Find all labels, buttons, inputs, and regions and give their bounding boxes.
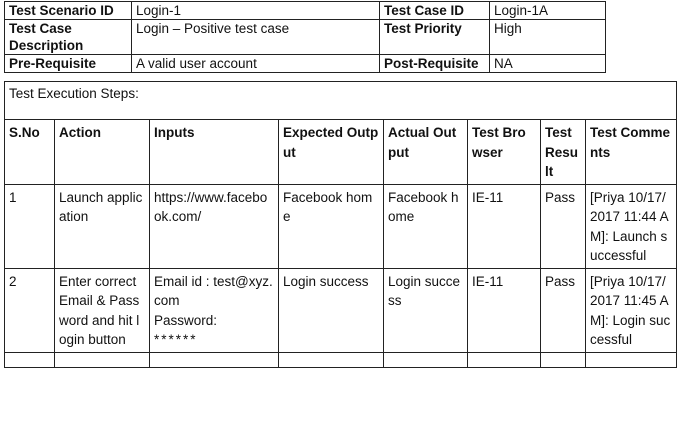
empty-cell [279, 352, 384, 367]
row-inputs-password-label: Password: [154, 312, 218, 328]
postreq-label: Post-Requisite [380, 55, 490, 73]
header-blank-cell [606, 20, 677, 55]
row-sno: 1 [5, 184, 55, 268]
table-row [5, 184, 677, 268]
row-inputs [150, 268, 279, 352]
prereq-value: A valid user account [132, 55, 380, 73]
empty-cell [150, 352, 279, 367]
header-blank-cell [606, 55, 677, 73]
empty-cell [468, 352, 541, 367]
column-header-inputs: Inputs [150, 120, 279, 185]
row-test-comments: [Priya 10/17/2017 11:44 AM]: Launch successful [586, 184, 677, 268]
priority-label: Test Priority [380, 20, 490, 55]
empty-cell [5, 352, 55, 367]
row-expected-output: Facebook home [279, 184, 384, 268]
row-action: Launch application [55, 184, 150, 268]
row-test-result: Pass [541, 268, 586, 352]
header-row-description [5, 20, 677, 55]
execution-steps-title-row [5, 82, 677, 120]
row-inputs: https://www.facebook.com/ [150, 184, 279, 268]
row-inputs-password-value: ****** [154, 332, 198, 347]
priority-value: High [490, 20, 606, 55]
steps-header-row [5, 120, 677, 185]
header-row-requisites [5, 55, 677, 73]
execution-steps-title: Test Execution Steps: [5, 82, 677, 120]
column-header-expected-output: Expected Output [279, 120, 384, 185]
row-test-comments: [Priya 10/17/2017 11:45 AM]: Login successful [586, 268, 677, 352]
case-id-label: Test Case ID [380, 2, 490, 20]
column-header-sno: S.No [5, 120, 55, 185]
description-label: Test Case Description [5, 20, 132, 55]
scenario-id-value: Login-1 [132, 2, 380, 20]
postreq-value: NA [490, 55, 606, 73]
row-test-result: Pass [541, 184, 586, 268]
table-row-empty [5, 352, 677, 367]
empty-cell [541, 352, 586, 367]
header-row-scenario [5, 2, 677, 20]
row-test-browser: IE-11 [468, 184, 541, 268]
row-actual-output: Login success [384, 268, 468, 352]
row-inputs-email: Email id : test@xyz.com [154, 273, 273, 308]
description-value: Login – Positive test case [132, 20, 380, 55]
row-expected-output: Login success [279, 268, 384, 352]
case-id-value: Login-1A [490, 2, 606, 20]
column-header-test-comments: Test Comments [586, 120, 677, 185]
row-actual-output: Facebook home [384, 184, 468, 268]
column-header-test-result: Test Result [541, 120, 586, 185]
column-header-action: Action [55, 120, 150, 185]
empty-cell [586, 352, 677, 367]
empty-cell [384, 352, 468, 367]
table-row [5, 268, 677, 352]
prereq-label: Pre-Requisite [5, 55, 132, 73]
scenario-id-label: Test Scenario ID [5, 2, 132, 20]
header-blank-cell [606, 2, 677, 20]
row-sno: 2 [5, 268, 55, 352]
test-case-header-table [4, 1, 677, 73]
column-header-test-browser: Test Browser [468, 120, 541, 185]
row-test-browser: IE-11 [468, 268, 541, 352]
empty-cell [55, 352, 150, 367]
test-steps-table [4, 81, 677, 368]
column-header-actual-output: Actual Output [384, 120, 468, 185]
row-action: Enter correct Email & Password and hit login button [55, 268, 150, 352]
